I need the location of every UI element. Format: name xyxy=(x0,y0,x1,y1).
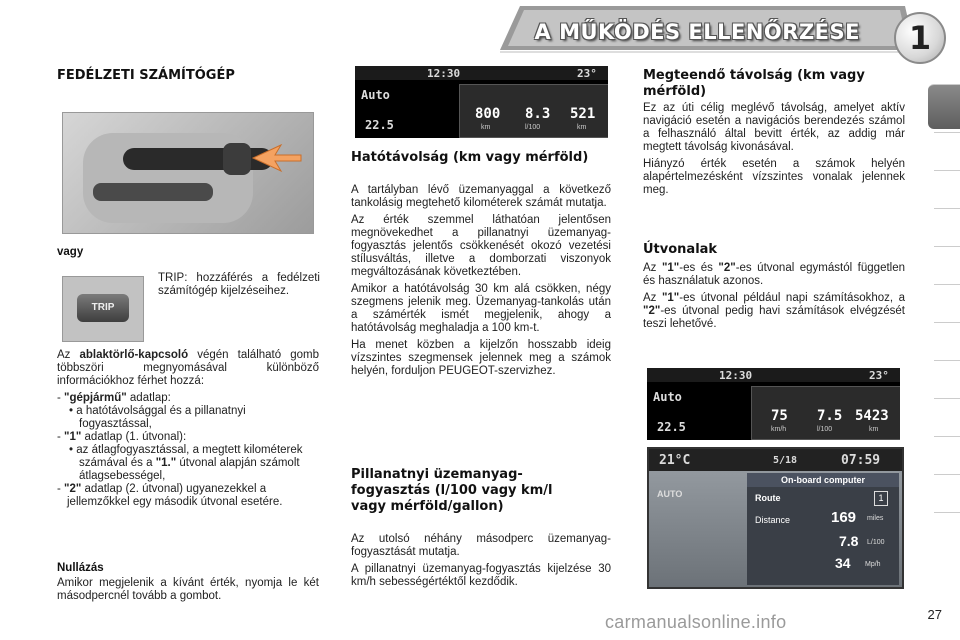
trip-button[interactable]: TRIP xyxy=(77,294,129,322)
list-subitem: • az átlagfogyasztással, a megtett kilométerek számával és a "1." útvonal alapján számolt átlagsebességel, xyxy=(69,444,303,482)
or-label: vagy xyxy=(57,246,84,258)
trip-description: TRIP: hozzáférés a fedélzeti számítógép kijelzéseihez. xyxy=(158,272,320,297)
display-trip: 12:30 23° Auto 22.5 75 7.5 5423 km/h l/100 km xyxy=(647,368,900,440)
chapter-tab[interactable] xyxy=(934,132,960,169)
reset-text: Amikor megjelenik a kívánt érték, nyomja le két másodpercnél tovább a gombot. xyxy=(57,577,319,602)
chapter-tab[interactable] xyxy=(934,512,960,549)
trip-button-photo xyxy=(62,276,144,342)
list-subitem: • a hatótávolsággal és a pillanatnyi fogyasztással, xyxy=(69,405,246,430)
range-body: A tartályban lévő üzemanyaggal a következő tankolásig megtehető kilométerek számát mutatja. Az érték szemmel láthatóan jelentősen megnövekedhet a pillanatnyi üzemanyag-fogyasztás jelentős csökkenését okozó vezetési stílusváltás, illetve a domborzati viszonyok megváltozásának következtében. Amikor a hatótávolság 30 km alá csökken, négy szegmens jelenik meg. Üzemanyag-tankolás után a számérték ismét megjelenik, ahogy a hatótávolság meghaladja a 100 km-t. Ha menet közben a kijelzőn hosszabb ideig vízszintes szegmensek jelennek meg a számok helyén, forduljon PEUGEOT-szervizhez. xyxy=(351,184,611,377)
distance-body: Ez az úti célig meglévő távolság, amelyet aktív navigáció esetén a navigációs berendezés számol a felhasználó által bevitt érték, az addig már megtett távolság kivonásával. Hiányzó érték esetén a számok helyén alapértelmezésként vízszintes vonalak jelennek meg. xyxy=(643,102,905,196)
routes-title: Útvonalak xyxy=(643,242,718,257)
consumption-title: Pillanatnyi üzemanyag-fogyasztás (l/100 vagy km/l vagy mérföld/gallon) xyxy=(351,467,553,514)
wiper-stalk-photo xyxy=(62,112,314,234)
chapter-tab[interactable] xyxy=(934,208,960,245)
info-list-block xyxy=(57,349,319,509)
distance-title: Megteendő távolság (km vagy mérföld) xyxy=(643,68,865,99)
chapter-tab[interactable] xyxy=(934,284,960,321)
chapter-tab[interactable] xyxy=(934,474,960,511)
range-title: Hatótávolság (km vagy mérföld) xyxy=(351,150,589,165)
chapter-tab[interactable] xyxy=(934,322,960,359)
watermark: carmanualsonline.info xyxy=(605,612,787,632)
routes-body: Az "1"-es és "2"-es útvonal egymástól független és használatuk azonos. Az "1"-es útvonal például napi számításokhoz, a "2"-es útvonal pedig havi számítások elvégzését teszi lehetővé. xyxy=(643,262,906,330)
chapter-tab[interactable] xyxy=(934,246,960,283)
page-number: 27 xyxy=(927,607,942,622)
section-title: FEDÉLZETI SZÁMÍTÓGÉP xyxy=(57,68,235,83)
display-range: 12:30 23° Auto 22.5 800 8.3 521 km l/100 km xyxy=(355,66,608,138)
chapter-tab[interactable] xyxy=(934,360,960,397)
chapter-tab[interactable] xyxy=(934,436,960,473)
consumption-body: Az utolsó néhány másodperc üzemanyag-fogyasztását mutatja. A pillanatnyi üzemanyag-fogyasztás kijelzése 30 km/h sebességértéktől kezdődik. xyxy=(351,533,611,588)
display-onboard-computer: 21°C 5/18 07:59 AUTO On-board computer Route 1 Distance 169 miles 7.8 L/100 34 Mp/h xyxy=(647,447,904,589)
reset-title: Nullázás xyxy=(57,562,104,574)
list-item: - "gépjármű" adatlap: xyxy=(57,392,171,404)
chapter-tab[interactable] xyxy=(934,170,960,207)
chapter-tabs xyxy=(928,70,960,570)
intro-text: Az ablaktörlő-kapcsoló végén található gomb többszöri megnyomásával különböző információkhoz férhet hozzá: xyxy=(57,349,319,387)
chapter-tab[interactable] xyxy=(934,398,960,435)
chapter-tab-active[interactable] xyxy=(928,84,960,129)
chapter-number: 1 xyxy=(894,12,946,64)
page-title: A MŰKÖDÉS ELLENŐRZÉSE xyxy=(534,20,860,44)
list-item: - "2" adatlap (2. útvonal) ugyanezekkel a jellemzőkkel egy második útvonal esetére. xyxy=(57,483,283,508)
list-item: - "1" adatlap (1. útvonal): xyxy=(57,431,187,443)
